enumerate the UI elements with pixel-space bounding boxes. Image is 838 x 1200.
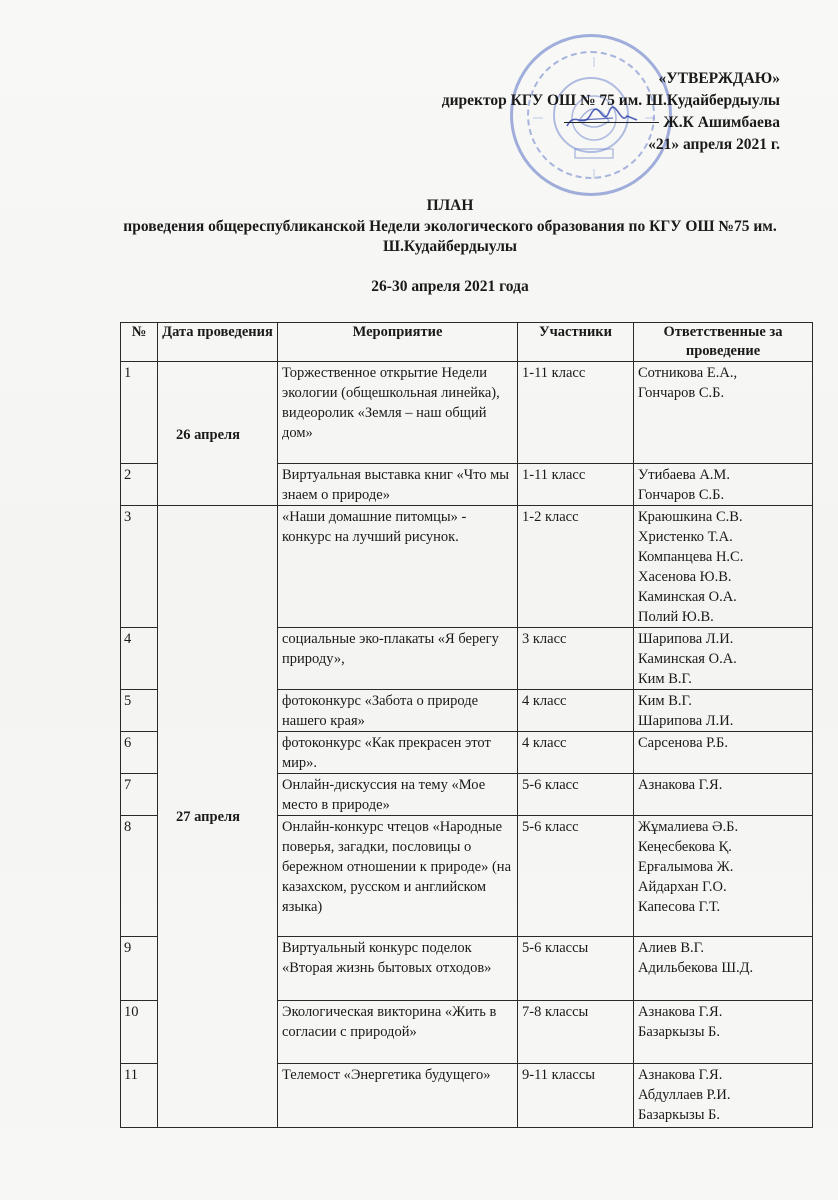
responsible-person: Шарипова Л.И. bbox=[638, 631, 734, 647]
responsible-person: Сотникова Е.А., bbox=[638, 365, 738, 381]
row-responsible bbox=[634, 816, 813, 937]
approver-signatory-line bbox=[442, 112, 780, 134]
row-participants: 9-11 классы bbox=[518, 1064, 634, 1128]
row-event: фотоконкурс «Забота о природе нашего края» bbox=[278, 690, 518, 732]
row-responsible bbox=[634, 464, 813, 506]
responsible-person: Жұмалиева Ә.Б. bbox=[638, 819, 739, 835]
date-cell: 26 апреля bbox=[158, 362, 278, 506]
row-responsible bbox=[634, 506, 813, 628]
row-participants: 1-2 класс bbox=[518, 506, 634, 628]
date-cell: 27 апреля bbox=[158, 506, 278, 1128]
responsible-person: Полий Ю.В. bbox=[638, 609, 714, 625]
approval-date: «21» апреля 2021 г. bbox=[648, 136, 780, 153]
row-num: 2 bbox=[121, 464, 158, 506]
row-participants: 1-11 класс bbox=[518, 362, 634, 464]
row-participants: 3 класс bbox=[518, 628, 634, 690]
row-responsible bbox=[634, 690, 813, 732]
approver-position: директор КГУ ОШ № 75 им. Ш.Кудайбердыулы bbox=[441, 92, 780, 109]
header-participants: Участники bbox=[518, 323, 634, 362]
row-responsible bbox=[634, 362, 813, 464]
row-num: 1 bbox=[121, 362, 158, 464]
responsible-person: Ерғалымова Ж. bbox=[638, 859, 734, 875]
table-row bbox=[121, 362, 813, 464]
document-title-block bbox=[100, 196, 800, 297]
table-header-row bbox=[121, 323, 813, 362]
row-num: 6 bbox=[121, 732, 158, 774]
row-participants: 5-6 класс bbox=[518, 816, 634, 937]
responsible-person: Адильбекова Ш.Д. bbox=[638, 960, 754, 976]
table-row bbox=[121, 506, 813, 628]
row-num: 4 bbox=[121, 628, 158, 690]
responsible-person: Гончаров С.Б. bbox=[638, 487, 725, 503]
row-event: фотоконкурс «Как прекрасен этот мир». bbox=[278, 732, 518, 774]
header-event: Мероприятие bbox=[278, 323, 518, 362]
row-participants: 4 класс bbox=[518, 690, 634, 732]
responsible-person: Сарсенова Р.Б. bbox=[638, 735, 728, 751]
row-num: 11 bbox=[121, 1064, 158, 1128]
responsible-person: Каминская О.А. bbox=[638, 589, 737, 605]
responsible-person: Ким В.Г. bbox=[638, 671, 692, 687]
row-event: Виртуальная выставка книг «Что мы знаем о природе» bbox=[278, 464, 518, 506]
signature-underline bbox=[564, 122, 659, 123]
row-responsible bbox=[634, 774, 813, 816]
responsible-person: Айдархан Г.О. bbox=[638, 879, 727, 895]
responsible-person: Азнакова Г.Я. bbox=[638, 1067, 723, 1083]
row-event: Телемост «Энергетика будущего» bbox=[278, 1064, 518, 1128]
row-responsible bbox=[634, 1001, 813, 1064]
responsible-person: Краюшкина С.В. bbox=[638, 509, 743, 525]
responsible-person: Капесова Г.Т. bbox=[638, 899, 721, 915]
document-title: ПЛАН bbox=[426, 197, 474, 214]
row-event: Экологическая викторина «Жить в согласии с природой» bbox=[278, 1001, 518, 1064]
document-date-range: 26-30 апреля 2021 года bbox=[371, 278, 529, 295]
responsible-person: Утибаева А.М. bbox=[638, 467, 730, 483]
row-num: 8 bbox=[121, 816, 158, 937]
responsible-person: Алиев В.Г. bbox=[638, 940, 705, 956]
responsible-person: Каминская О.А. bbox=[638, 651, 737, 667]
row-participants: 1-11 класс bbox=[518, 464, 634, 506]
responsible-person: Гончаров С.Б. bbox=[638, 385, 725, 401]
responsible-person: Ким В.Г. bbox=[638, 693, 692, 709]
row-num: 10 bbox=[121, 1001, 158, 1064]
row-participants: 7-8 классы bbox=[518, 1001, 634, 1064]
responsible-person: Абдуллаев Р.И. bbox=[638, 1087, 731, 1103]
row-num: 5 bbox=[121, 690, 158, 732]
row-participants: 5-6 класс bbox=[518, 774, 634, 816]
header-date: Дата проведения bbox=[158, 323, 278, 362]
row-responsible bbox=[634, 628, 813, 690]
responsible-person: Базаркызы Б. bbox=[638, 1107, 721, 1123]
responsible-person: Азнакова Г.Я. bbox=[638, 777, 723, 793]
row-num: 7 bbox=[121, 774, 158, 816]
responsible-person: Хасенова Ю.В. bbox=[638, 569, 732, 585]
row-participants: 4 класс bbox=[518, 732, 634, 774]
row-event: Онлайн-конкурс чтецов «Народные поверья, загадки, пословицы о бережном отношении к природе» (на казахском, русском и английском языка) bbox=[278, 816, 518, 937]
row-event: социальные эко-плакаты «Я берегу природу», bbox=[278, 628, 518, 690]
responsible-person: Христенко Т.А. bbox=[638, 529, 733, 545]
row-responsible bbox=[634, 732, 813, 774]
approval-heading: «УТВЕРЖДАЮ» bbox=[658, 70, 780, 87]
row-event: Торжественное открытие Недели экологии (общешкольная линейка), видеоролик «Земля – наш общий дом» bbox=[278, 362, 518, 464]
row-participants: 5-6 классы bbox=[518, 937, 634, 1001]
row-responsible bbox=[634, 1064, 813, 1128]
header-responsible: Ответственные за проведение bbox=[634, 323, 813, 362]
approver-name: Ж.К Ашимбаева bbox=[663, 114, 780, 131]
header-num: № bbox=[121, 323, 158, 362]
responsible-person: Базаркызы Б. bbox=[638, 1024, 721, 1040]
responsible-person: Азнакова Г.Я. bbox=[638, 1004, 723, 1020]
row-event: «Наши домашние питомцы» - конкурс на лучший рисунок. bbox=[278, 506, 518, 628]
responsible-person: Шарипова Л.И. bbox=[638, 713, 734, 729]
row-num: 9 bbox=[121, 937, 158, 1001]
approval-block bbox=[442, 68, 780, 156]
responsible-person: Компанцева Н.С. bbox=[638, 549, 744, 565]
row-num: 3 bbox=[121, 506, 158, 628]
plan-table bbox=[120, 322, 813, 1128]
row-event: Онлайн-дискуссия на тему «Мое место в природе» bbox=[278, 774, 518, 816]
responsible-person: Кеңесбекова Қ. bbox=[638, 839, 732, 855]
document-subtitle: проведения общереспубликанской Недели экологического образования по КГУ ОШ №75 им. Ш.Кудайбердыулы bbox=[123, 218, 777, 255]
row-responsible bbox=[634, 937, 813, 1001]
row-event: Виртуальный конкурс поделок «Вторая жизнь бытовых отходов» bbox=[278, 937, 518, 1001]
